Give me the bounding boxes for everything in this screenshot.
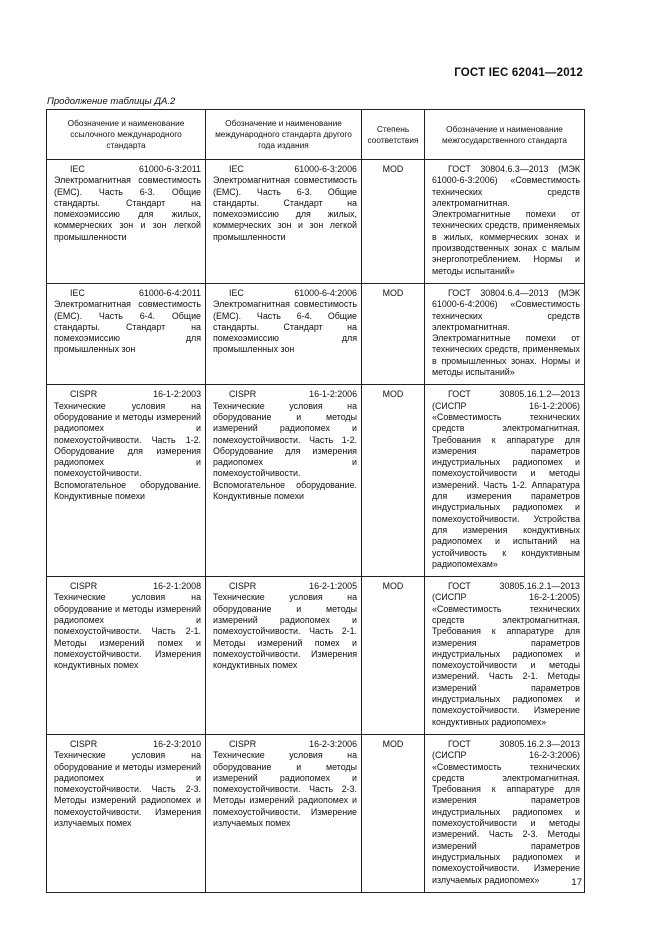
interstate-standard-cell: ГОСТ 30805.16.1.2—2013 (СИСПР 16-1-2:2006) «Совместимость технических средств электромагнитная. Требования к аппаратуре для измерения параметров индустриальных радиопомех и помехоустойчивости и методы измерений. Часть 1-2. Аппаратура для измерения параметров индустриальных радиопомех и помехоустойчивости. Устройства для измерения кондуктивных радиопомех и испытаний на устойчивость к кондуктивным радиопомехам» (425, 385, 585, 577)
other-edition-standard-cell: IEC 61000-6-4:2006 Электромагнитная совместимость (EMC). Часть 6-4. Общие стандарты. Стандарт на помехоэмиссию для промышленных зон (206, 283, 362, 384)
degree-cell: MOD (362, 160, 425, 284)
header-degree-of-correspondence: Степень соответствия (362, 110, 425, 160)
table-row (47, 385, 585, 577)
table-row (47, 734, 585, 892)
degree-cell: MOD (362, 283, 425, 384)
interstate-standard-cell: ГОСТ 30804.6.4—2013 (МЭК 61000-6-4:2006) «Совместимость технических средств электромагнитная. Электромагнитные помехи от технических средств, применяемых в промышленных зонах. Нормы и методы испытаний» (425, 283, 585, 384)
other-edition-standard-cell: CISPR 16-1-2:2006 Технические условия на оборудование и методы измерений радиопомех и помехоустойчивости. Часть 1-2. Оборудование для измерения радиопомех и помехоустойчивости. Вспомогательное оборудование. Кондуктивные помехи (206, 385, 362, 577)
header-other-edition-standard: Обозначение и наименование международного стандарта другого года издания (206, 110, 362, 160)
interstate-standard-cell: ГОСТ 30805.16.2.1—2013 (СИСПР 16-2-1:2005) «Совместимость технических средств электромагнитная. Требования к аппаратуре для измерения параметров индустриальных радиопомех и помехоустойчивости и методы измерений. Часть 2-1. Методы измерений параметров индустриальных радиопомех и помехоустойчивости. Измерение кондуктивных радиопомех» (425, 577, 585, 735)
reference-standard-cell: IEC 61000-6-4:2011 Электромагнитная совместимость (EMC). Часть 6-4. Общие стандарты. Стандарт на помехоэмиссию для промышленных зон (47, 283, 206, 384)
degree-cell: MOD (362, 734, 425, 892)
document-code-header: ГОСТ IEC 62041—2012 (454, 67, 583, 79)
table-row (47, 577, 585, 735)
other-edition-standard-cell: CISPR 16-2-1:2005 Технические условия на оборудование и методы измерений радиопомех и помехоустойчивости. Часть 2-1. Методы измерений помех и помехоустойчивости. Измерения кондуктивных помех (206, 577, 362, 735)
table-header-row (47, 110, 585, 160)
standards-correspondence-table (46, 109, 585, 893)
header-reference-standard: Обозначение и наименование ссылочного международного стандарта (47, 110, 206, 160)
table-caption: Продолжение таблицы ДА.2 (47, 96, 176, 107)
reference-standard-cell: IEC 61000-6-3:2011 Электромагнитная совместимость (EMC). Часть 6-3. Общие стандарты. Стандарт на помехоэмиссию для жилых, коммерческих зон и зон легкой промышленности (47, 160, 206, 284)
interstate-standard-cell: ГОСТ 30804.6.3—2013 (МЭК 61000-6-3:2006) «Совместимость технических средств электромагнитная. Электромагнитные помехи от технических средств, применяемых в жилых, коммерческих зонах и производственных зонах с малым энергопотреблением. Нормы и методы испытаний» (425, 160, 585, 284)
header-interstate-standard: Обозначение и наименование межгосударственного стандарта (425, 110, 585, 160)
interstate-standard-cell: ГОСТ 30805.16.2.3—2013 (СИСПР 16-2-3:2006) «Совместимость технических средств электромагнитная. Требования к аппаратуре для измерения параметров индустриальных радиопомех и помехоустойчивости и методы измерений. Часть 2-3. Методы измерений параметров индустриальных радиопомех и помехоустойчивости. Измерение излучаемых радиопомех» (425, 734, 585, 892)
table-row (47, 160, 585, 284)
other-edition-standard-cell: IEC 61000-6-3:2006 Электромагнитная совместимость (EMC). Часть 6-3. Общие стандарты. Стандарт на помехоэмиссию для жилых, коммерческих зон и зон легкой промышленности (206, 160, 362, 284)
table-row (47, 283, 585, 384)
degree-cell: MOD (362, 577, 425, 735)
reference-standard-cell: CISPR 16-2-3:2010 Технические условия на оборудование и методы измерений радиопомех и помехоустойчивости. Часть 2-3. Методы измерений радиопомех и помехоустойчивости. Измерения излучаемых помех (47, 734, 206, 892)
reference-standard-cell: CISPR 16-1-2:2003 Технические условия на оборудование и методы измерений радиопомех и помехоустойчивости. Часть 1-2. Оборудование для измерения радиопомех и помехоустойчивости. Вспомогательное оборудование. Кондуктивные помехи (47, 385, 206, 577)
page-number: 17 (571, 877, 582, 888)
degree-cell: MOD (362, 385, 425, 577)
other-edition-standard-cell: CISPR 16-2-3:2006 Технические условия на оборудование и методы измерений радиопомех и помехоустойчивости. Часть 2-3. Методы измерений радиопомех и помехоустойчивости. Измерение излучаемых помех (206, 734, 362, 892)
reference-standard-cell: CISPR 16-2-1:2008 Технические условия на оборудование и методы измерений радиопомех и помехоустойчивости. Часть 2-1. Методы измерений помех и помехоустойчивости. Измерения кондуктивных помех (47, 577, 206, 735)
